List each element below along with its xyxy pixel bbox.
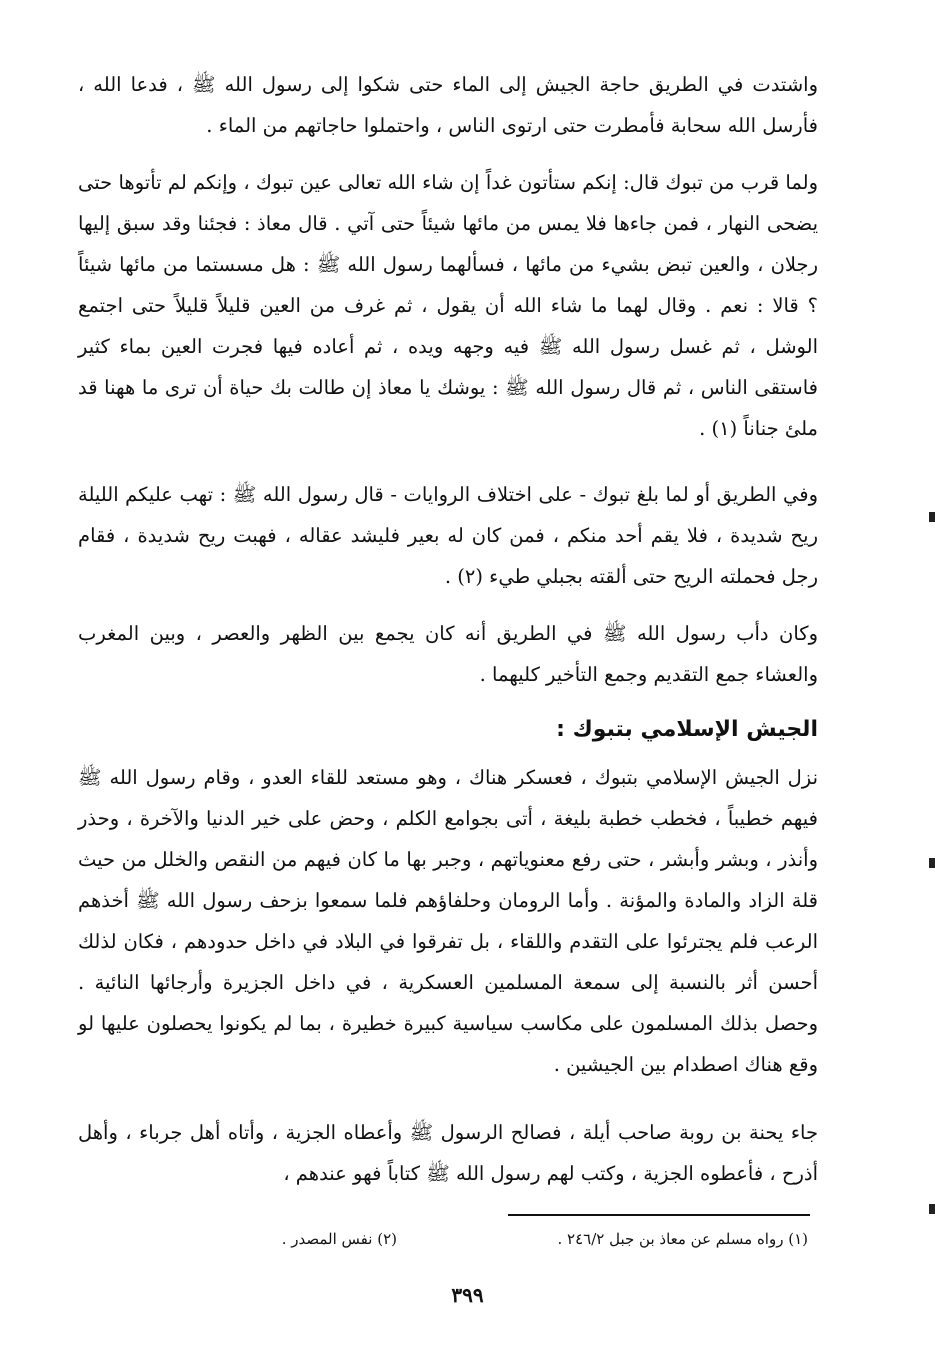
page-number: ٣٩٩ <box>451 1283 484 1307</box>
scan-edge-mark <box>929 1204 935 1214</box>
footnote-2: (٢) نفس المصدر . <box>281 1230 397 1248</box>
paragraph-treaty-ayla: جاء يحنة بن روبة صاحب أيلة ، فصالح الرسول ﷺ وأعطاه الجزية ، وأتاه أهل جرباء ، وأهل أذرح ، فأعطوه الجزية ، وكتب لهم رسول الله ﷺ كتاباً فهو عندهم ، <box>78 1121 818 1185</box>
paragraph-combining-prayers: وكان دأب رسول الله ﷺ في الطريق أنه كان يجمع بين الظهر والعصر ، وبين المغرب والعشاء جمع التقديم وجمع التأخير كليهما . <box>78 622 818 686</box>
paragraph-water-shortage: واشتدت في الطريق حاجة الجيش إلى الماء حتى شكوا إلى رسول الله ﷺ ، فدعا الله ، فأرسل الله سحابة فأمطرت حتى ارتوى الناس ، واحتملوا حاجاتهم من الماء . <box>78 73 818 137</box>
footnote-1: (١) رواه مسلم عن معاذ بن جبل ٢٤٦/٢ . <box>557 1230 808 1248</box>
scan-edge-mark <box>929 512 935 522</box>
section-heading: الجيش الإسلامي بتبوك : <box>556 717 818 742</box>
paragraph-spring-of-tabuk: ولما قرب من تبوك قال: إنكم ستأتون غداً إن شاء الله تعالى عين تبوك ، وإنكم لم تأتوها حتى يضحى النهار ، فمن جاءها فلا يمس من مائها شيئاً حتى آتي . قال معاذ : فجئنا وقد سبق إليها رجلان ، والعين تبض بشيء من مائها ، فسألهما رسول الله ﷺ : هل مسستما من مائها شيئاً ؟ قالا : نعم . وقال لهما ما شاء الله أن يقول ، ثم غرف من العين قليلاً قليلاً حتى اجتمع الوشل ، ثم غسل رسول الله ﷺ فيه وجهه ويده ، ثم أعاده فيها فجرت العين بماء كثير فاستقى الناس ، ثم قال رسول الله ﷺ : يوشك يا معاذ إن طالت بك حياة أن ترى ما ههنا قد ملئ جناناً (١) . <box>78 171 818 440</box>
footnote-divider <box>508 1214 810 1216</box>
paragraph-army-at-tabuk: نزل الجيش الإسلامي بتبوك ، فعسكر هناك ، وهو مستعد للقاء العدو ، وقام رسول الله ﷺ فيهم خطيباً ، فخطب خطبة بليغة ، أتى بجوامع الكلم ، وحض على خير الدنيا والآخرة ، وحذر وأنذر ، وبشر وأبشر ، حتى رفع معنوياتهم ، وجبر بها ما كان فيهم من النقص والخلل من حيث قلة الزاد والمادة والمؤنة . وأما الرومان وحلفاؤهم فلما سمعوا بزحف رسول الله ﷺ أخذهم الرعب فلم يجترئوا على التقدم واللقاء ، بل تفرقوا في البلاد في داخل حدودهم ، فكان لذلك أحسن أثر بالنسبة إلى سمعة المسلمين العسكرية ، في داخل الجزيرة وأرجائها النائية . وحصل بذلك المسلمون على مكاسب سياسية كبيرة خطيرة ، بما لم يكونوا يحصلون عليها لو وقع هناك اصطدام بين الجيشين . <box>78 766 818 1076</box>
scan-edge-mark <box>929 858 935 868</box>
paragraph-strong-wind: وفي الطريق أو لما بلغ تبوك - على اختلاف الروايات - قال رسول الله ﷺ : تهب عليكم الليلة ريح شديدة ، فلا يقم أحد منكم ، فمن كان له بعير فليشد عقاله ، فهبت ريح شديدة ، فقام رجل فحملته الريح حتى ألقته بجبلي طيء (٢) . <box>78 483 818 588</box>
